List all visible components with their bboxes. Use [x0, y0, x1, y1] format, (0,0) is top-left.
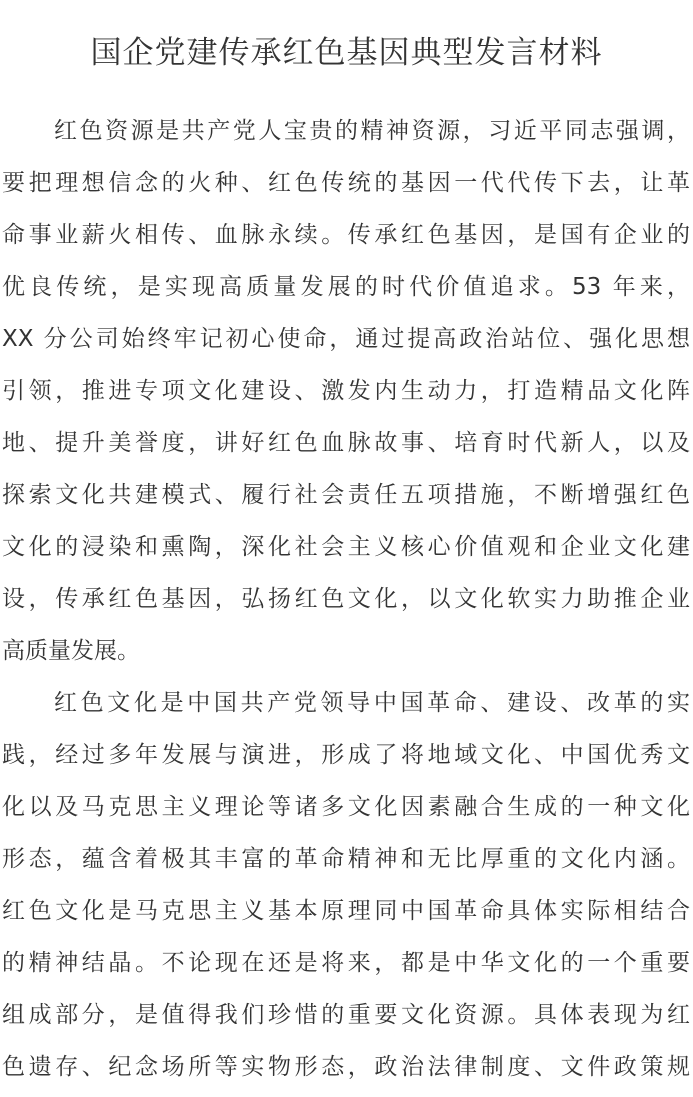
paragraph-2 — [2, 677, 690, 1093]
paragraph-line: 形态，蕴含着极其丰富的革命精神和无比厚重的文化内涵。 — [2, 846, 690, 872]
paragraph-1 — [2, 105, 690, 677]
paragraph-line: 优良传统，是实现高质量发展的时代价值追求。53 年来， — [2, 274, 690, 300]
paragraph-line: 要把理想信念的火种、红色传统的基因一代代传下去，让革 — [2, 170, 690, 196]
paragraph-line: 红色文化是中国共产党领导中国革命、建设、改革的实 — [54, 690, 690, 716]
paragraph-line: 组成部分，是值得我们珍惜的重要文化资源。具体表现为红 — [2, 1002, 690, 1028]
paragraph-line: 地、提升美誉度，讲好红色血脉故事、培育时代新人，以及 — [2, 430, 690, 456]
document-title: 国企党建传承红色基因典型发言材料 — [90, 35, 603, 71]
document-body — [2, 105, 690, 1093]
paragraph-line: 设，传承红色基因，弘扬红色文化，以文化软实力助推企业 — [2, 586, 690, 612]
paragraph-line: 探索文化共建模式、履行社会责任五项措施，不断增强红色 — [2, 482, 690, 508]
paragraph-line: 红色资源是共产党人宝贵的精神资源，习近平同志强调， — [54, 118, 690, 144]
paragraph-line: 的精神结晶。不论现在还是将来，都是中华文化的一个重要 — [2, 950, 690, 976]
paragraph-line: 命事业薪火相传、血脉永续。传承红色基因，是国有企业的 — [2, 222, 690, 248]
paragraph-line: 践，经过多年发展与演进，形成了将地域文化、中国优秀文 — [2, 742, 690, 768]
paragraph-line: 引领，推进专项文化建设、激发内生动力，打造精品文化阵 — [2, 378, 690, 404]
paragraph-line: XX 分公司始终牢记初心使命，通过提高政治站位、强化思想 — [2, 326, 690, 352]
paragraph-line: 色遗存、纪念场所等实物形态，政治法律制度、文件政策规 — [2, 1054, 690, 1080]
paragraph-line: 文化的浸染和熏陶，深化社会主义核心价值观和企业文化建 — [2, 534, 690, 560]
paragraph-line: 红色文化是马克思主义基本原理同中国革命具体实际相结合 — [2, 898, 690, 924]
paragraph-line: 化以及马克思主义理论等诸多文化因素融合生成的一种文化 — [2, 794, 690, 820]
paragraph-line: 高质量发展。 — [2, 638, 140, 664]
